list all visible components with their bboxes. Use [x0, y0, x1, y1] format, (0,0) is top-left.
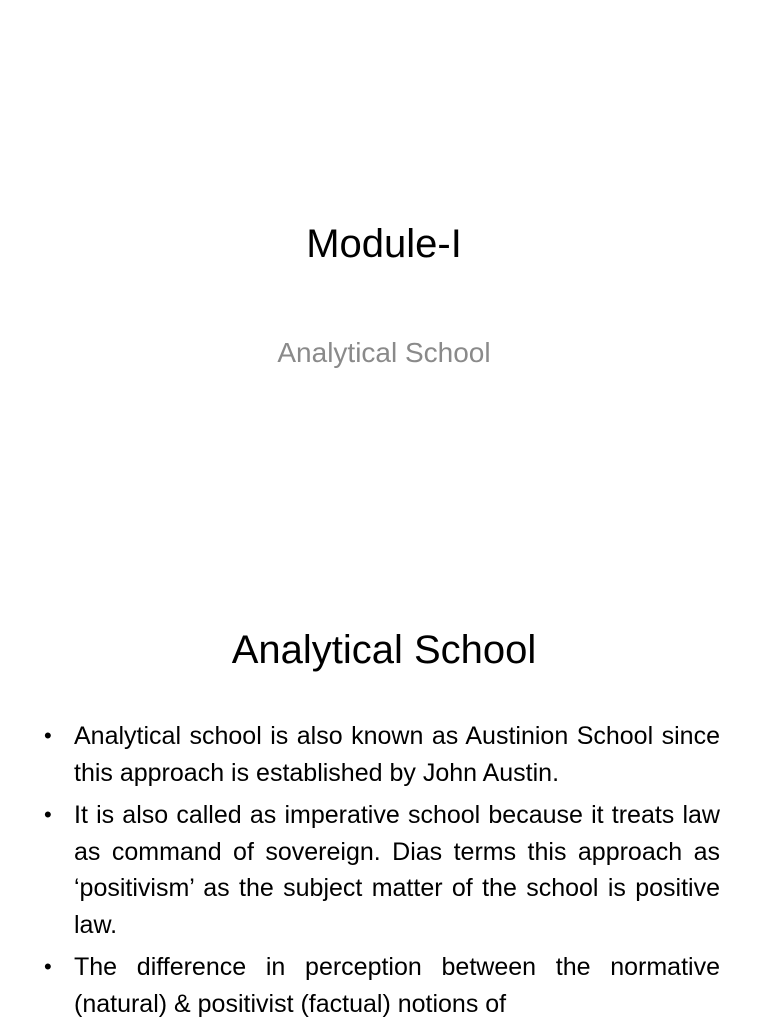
content-slide	[0, 576, 768, 1024]
slide-title: Module-I	[306, 222, 462, 266]
slide-subtitle: Analytical School	[277, 337, 491, 368]
bullet-icon: •	[44, 802, 52, 827]
section-title: Analytical School	[231, 628, 537, 672]
bullet-item	[44, 718, 720, 791]
bullet-list	[44, 718, 720, 1024]
bullet-item	[44, 797, 720, 943]
bullet-text: Analytical school is also known as Austinion School since this approach is established by John Austin.	[74, 722, 720, 787]
bullet-text: The difference in perception between the normative (natural) & positivist (factual) notions of	[74, 953, 720, 1018]
bullet-icon: •	[44, 954, 52, 979]
bullet-icon: •	[44, 723, 52, 748]
bullet-text: It is also called as imperative school because it treats law as command of sovereign. Dias terms this approach as ‘positivism’ as the subject matter of the school is positive law.	[74, 801, 720, 939]
bullet-item	[44, 949, 720, 1022]
